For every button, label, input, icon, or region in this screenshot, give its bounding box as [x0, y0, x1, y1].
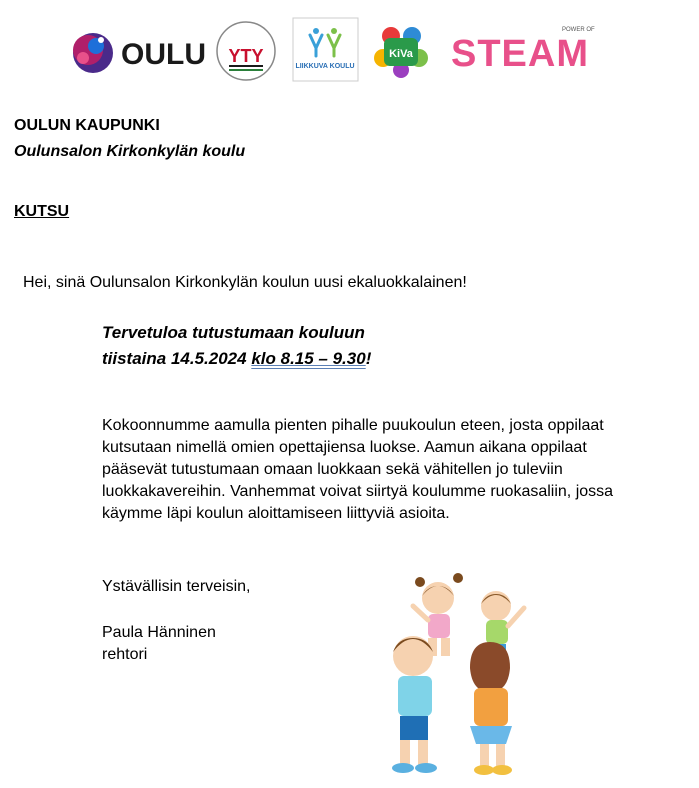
children-illustration — [378, 568, 538, 783]
invitation-exclaim: ! — [365, 349, 372, 368]
logos-svg — [0, 0, 699, 100]
school-name: Oulunsalon Kirkonkylän koulu — [14, 143, 246, 160]
body-paragraph — [102, 415, 662, 525]
kiva-logo-text: KiVa — [389, 48, 413, 60]
invitation-line-2 — [102, 346, 371, 372]
invitation-date: tiistaina 14.5.2024 — [102, 349, 252, 368]
liikkuva-koulu-logo — [293, 18, 358, 81]
body-line: käymme läpi koulun aloittamiseen liittyviä asioita. — [102, 505, 450, 522]
closing: Ystävällisin terveisin, — [102, 578, 251, 595]
organization-name: OULUN KAUPUNKI — [14, 117, 160, 134]
oulu-logo-text: OULU — [121, 38, 206, 71]
girl-figure-front — [470, 642, 512, 775]
kiva-logo — [374, 27, 428, 78]
invitation-time: klo 8.15 – 9.30 — [251, 349, 366, 368]
body-line: luokkakavereihin. Vanhemmat voivat siirtyä koulumme ruokasaliin, jossa — [102, 483, 614, 500]
body-line: kutsutaan nimellä omien opettajiensa luokse. Aamun aikana oppilaat — [102, 439, 587, 456]
document-title: KUTSU — [14, 203, 70, 220]
steam-logo-text: STEAM — [451, 33, 589, 75]
steam-logo-sup: POWER OF — [562, 27, 595, 33]
body-line: Kokoonnumme aamulla pienten pihalle puukoulun eteen, josta oppilaat — [102, 417, 604, 434]
signature-name: Paula Hänninen — [102, 624, 216, 641]
greeting: Hei, sinä Oulunsalon Kirkonkylän koulun uusi ekaluokkalainen! — [23, 274, 467, 291]
oulu-logo — [73, 33, 206, 73]
logo-row — [0, 0, 699, 100]
yty-logo-text: YTY — [228, 46, 264, 66]
boy-figure-front — [392, 636, 437, 773]
yty-logo — [217, 22, 275, 80]
invitation-line-1: Tervetuloa tutustumaan kouluun — [102, 323, 365, 342]
signature-role: rehtori — [102, 646, 148, 663]
children-illustration-svg — [378, 568, 538, 783]
body-line: pääsevät tutustumaan omaan luokkaan sekä vähitellen jo tuleviin — [102, 461, 563, 478]
steam-logo — [451, 27, 595, 75]
liikkuva-title: LIIKKUVA KOULU — [295, 63, 355, 70]
invitation — [102, 320, 371, 372]
